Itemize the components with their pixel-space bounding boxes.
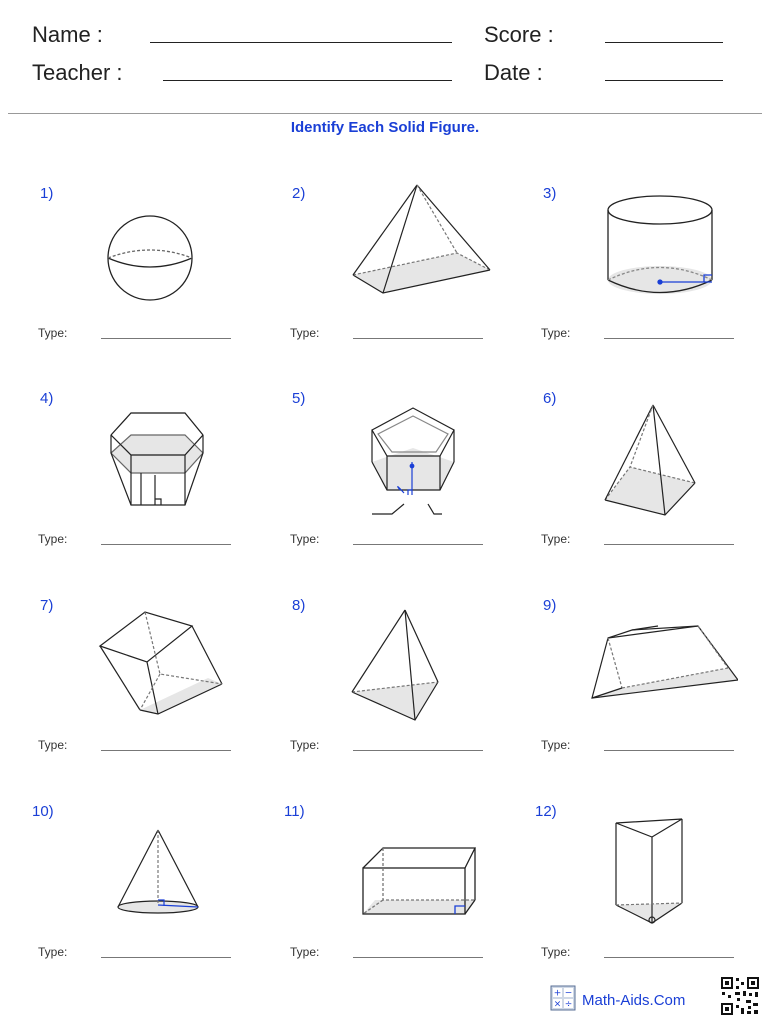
square-pyramid-figure: [595, 395, 745, 525]
problem-number: 10): [32, 803, 54, 820]
answer-line[interactable]: [604, 957, 734, 958]
name-label: Name :: [32, 22, 103, 47]
type-label: Type:: [290, 532, 320, 546]
answer-line[interactable]: [101, 338, 231, 339]
rectangular-prism-figure: [345, 820, 495, 950]
cylinder-figure: [585, 185, 735, 315]
problem-number: 2): [292, 185, 306, 202]
svg-text:÷: ÷: [564, 999, 573, 1010]
problem-number: 8): [292, 597, 306, 614]
type-label: Type:: [38, 945, 68, 959]
brand-link[interactable]: Math-Aids.Com: [582, 991, 686, 1009]
date-label: Date :: [484, 60, 543, 85]
answer-line[interactable]: [101, 544, 231, 545]
header-divider: [8, 113, 762, 114]
name-line[interactable]: [150, 42, 452, 43]
trapezoidal-prism-figure: [588, 610, 738, 740]
score-line[interactable]: [605, 42, 723, 43]
footer-brand[interactable]: [550, 985, 685, 1015]
teacher-label: Teacher :: [32, 60, 123, 85]
type-label: Type:: [290, 326, 320, 340]
score-label: Score :: [484, 22, 554, 47]
type-label: Type:: [38, 738, 68, 752]
problem-number: 11): [284, 803, 305, 820]
svg-text:+: +: [553, 988, 562, 999]
answer-line[interactable]: [353, 544, 483, 545]
type-label: Type:: [541, 532, 571, 546]
answer-line[interactable]: [101, 957, 231, 958]
answer-line[interactable]: [604, 338, 734, 339]
worksheet-title: Identify Each Solid Figure.: [290, 119, 480, 136]
answer-line[interactable]: [604, 750, 734, 751]
answer-line[interactable]: [353, 750, 483, 751]
problem-number: 4): [40, 390, 54, 407]
type-label: Type:: [38, 532, 68, 546]
triangular-prism-figure: [590, 805, 740, 935]
triangular-pyramid-figure: [340, 600, 490, 730]
problem-number: 3): [543, 185, 557, 202]
rectangular-pyramid-figure: [345, 175, 495, 305]
type-label: Type:: [38, 326, 68, 340]
problem-number: 7): [40, 597, 54, 614]
teacher-line[interactable]: [163, 80, 452, 81]
svg-text:×: ×: [553, 999, 562, 1010]
type-label: Type:: [290, 945, 320, 959]
answer-line[interactable]: [353, 338, 483, 339]
calculator-icon: [550, 985, 576, 1015]
hexagonal-prism-figure: [85, 395, 235, 525]
problem-number: 12): [535, 803, 557, 820]
date-line[interactable]: [605, 80, 723, 81]
type-label: Type:: [290, 738, 320, 752]
qr-code-icon: [720, 976, 760, 1016]
cone-figure: [82, 820, 232, 950]
answer-line[interactable]: [101, 750, 231, 751]
problem-number: 9): [543, 597, 557, 614]
pentagonal-prism-figure: [342, 400, 492, 530]
rhombohedron-figure: [90, 598, 240, 728]
answer-line[interactable]: [353, 957, 483, 958]
answer-line[interactable]: [604, 544, 734, 545]
type-label: Type:: [541, 326, 571, 340]
svg-text:−: −: [564, 988, 573, 999]
problem-number: 6): [543, 390, 557, 407]
problem-number: 5): [292, 390, 306, 407]
type-label: Type:: [541, 738, 571, 752]
problem-number: 1): [40, 185, 54, 202]
type-label: Type:: [541, 945, 571, 959]
sphere-figure: [75, 198, 225, 328]
